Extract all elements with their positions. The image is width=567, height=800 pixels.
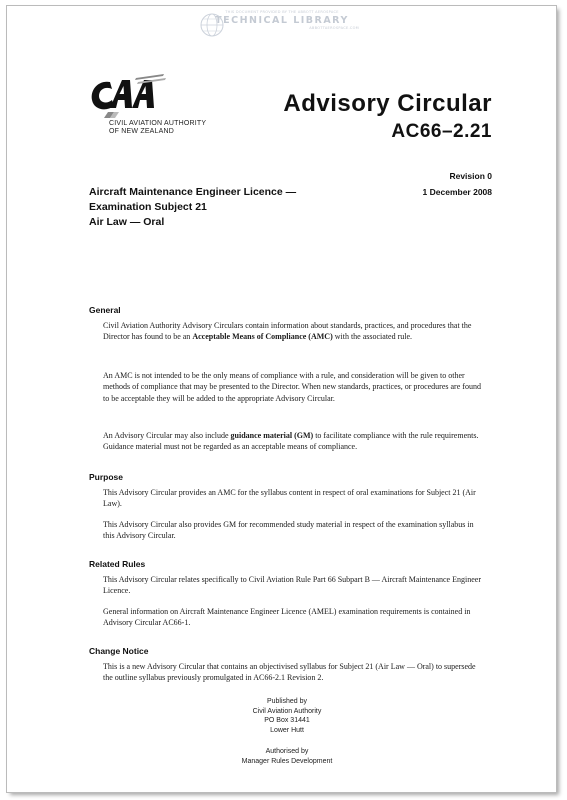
- change-notice-paragraph-1: This is a new Advisory Circular that contains an objectivised syllabus for Subject 21 (Air Law — Oral) to supersede the outline syllabus previously promulgated in AC66-2.1 Revision 2.: [103, 662, 476, 683]
- publisher-org: Civil Aviation Authority: [252, 707, 322, 715]
- authorisation-block: [207, 747, 367, 766]
- watermark-line3: ABBOTTAEROSPACE.COM: [309, 26, 359, 30]
- general-p1-text: Civil Aviation Authority Advisory Circulars contain information about standards, practices, and procedures that the Director has found to be an: [103, 321, 472, 342]
- publisher-city: Lower Hutt: [270, 726, 304, 734]
- revision-date: 1 December 2008: [422, 187, 492, 197]
- purpose-paragraph-1: This Advisory Circular provides an AMC for the syllabus content in respect of oral examinations for Subject 21 (Air Law).: [103, 488, 476, 509]
- related-rules-paragraph-1: This Advisory Circular relates specifically to Civil Aviation Rule Part 66 Subpart B — Aircraft Maintenance Engineer Licence.: [103, 575, 481, 596]
- document-title-line3: Air Law — Oral: [89, 216, 165, 228]
- advisory-circular-number: AC66–2.21: [391, 121, 492, 142]
- section-heading-related-rules: Related Rules: [89, 559, 146, 569]
- amc-term: Acceptable Means of Compliance (AMC): [192, 332, 333, 342]
- general-p1-end: with the associated rule.: [332, 332, 413, 342]
- general-paragraph-1: [103, 320, 485, 343]
- published-by-label: Published by: [266, 698, 308, 705]
- caa-logo: [82, 72, 232, 142]
- document-page: [7, 6, 556, 792]
- document-title-line2: Examination Subject 21: [89, 201, 207, 213]
- general-p3-end: to facilitate compliance with the rule requirements. Guidance material must not be regarded as an acceptable means of compliance.: [103, 431, 479, 452]
- watermark: [197, 10, 367, 40]
- advisory-circular-title: Advisory Circular: [283, 90, 492, 117]
- related-rules-paragraph-2: General information on Aircraft Maintenance Engineer Licence (AMEL) examination requirements is contained in Advisory Circular AC66-1.: [103, 607, 471, 628]
- publisher-po-box: PO Box 31441: [264, 717, 310, 725]
- section-heading-general: General: [89, 305, 121, 315]
- general-p3-text: An Advisory Circular may also include: [103, 431, 231, 440]
- logo-caption-line2: OF NEW ZEALAND: [109, 128, 175, 135]
- authoriser-name: Manager Rules Development: [241, 757, 333, 765]
- publisher-block: [207, 697, 367, 735]
- watermark-line1: THIS DOCUMENT PROVIDED BY THE ABBOTT AEROSPACE: [225, 10, 339, 14]
- logo-caption-line1: CIVIL AVIATION AUTHORITY: [109, 120, 207, 127]
- document-title: [89, 185, 296, 230]
- authorised-by-label: Authorised by: [265, 748, 309, 755]
- globe-icon: [199, 12, 225, 38]
- revision-label: Revision 0: [449, 171, 492, 181]
- section-heading-purpose: Purpose: [89, 472, 124, 482]
- general-paragraph-3: [103, 430, 485, 453]
- purpose-paragraph-2: This Advisory Circular also provides GM for recommended study material in respect of the examination syllabus in this Advisory Circular.: [103, 520, 474, 541]
- watermark-line2: TECHNICAL LIBRARY: [215, 15, 349, 26]
- caa-logo-mark: [88, 72, 168, 120]
- document-title-line1: Aircraft Maintenance Engineer Licence —: [89, 186, 297, 198]
- gm-term: guidance material (GM): [230, 431, 314, 440]
- section-heading-change-notice: Change Notice: [89, 646, 149, 656]
- general-paragraph-2: An AMC is not intended to be the only means of compliance with a rule, and consideration will be given to other methods of compliance that may be presented to the Director. When new standards, practices, or procedures are found to be acceptable they will be added to the appropriate Advisory Circular.: [103, 371, 481, 403]
